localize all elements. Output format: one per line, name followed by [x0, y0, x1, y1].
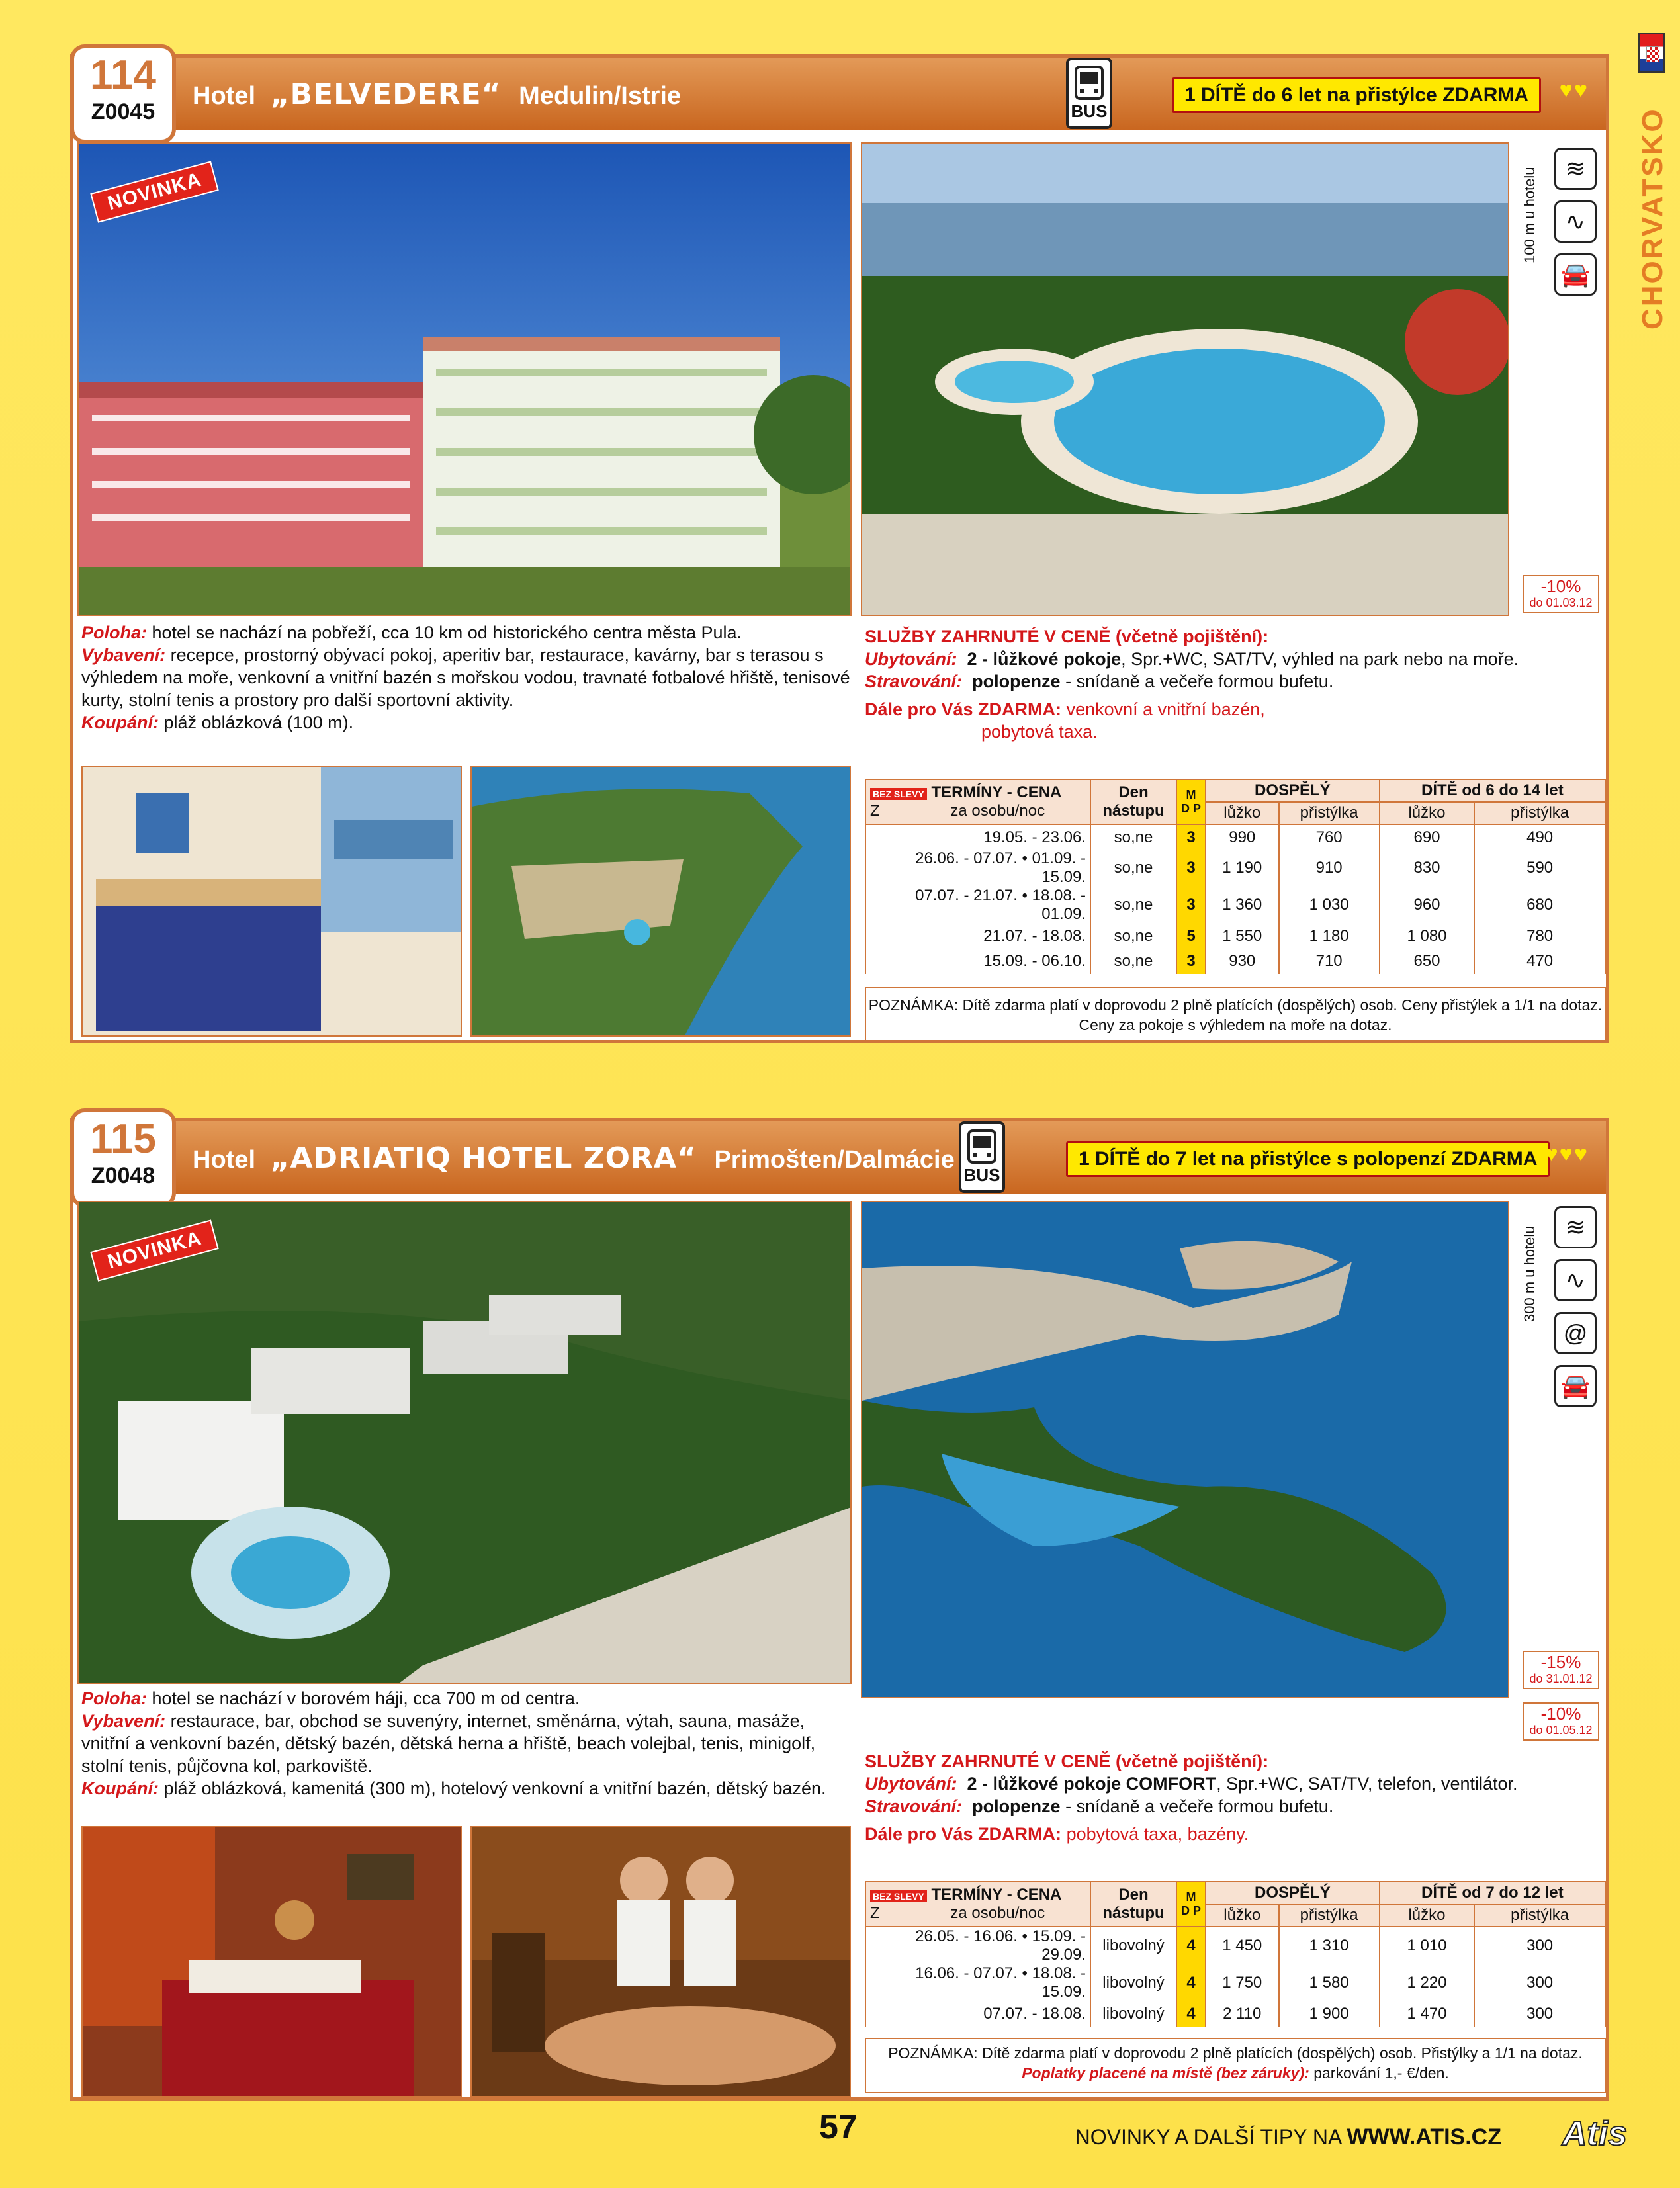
day-label: Den — [1118, 783, 1149, 801]
adult-extra-header: přistýlka — [1279, 1904, 1380, 1927]
table-row — [865, 1927, 1605, 1964]
child-bed-header: lůžko — [1380, 1904, 1475, 1927]
adult-extra-header: přistýlka — [1279, 802, 1380, 824]
desc-value: hotel se nachází na pobřeží, cca 10 km od historického centra města Pula. — [152, 623, 742, 642]
price-rows — [865, 1927, 1605, 2027]
services-heading: SLUŽBY ZAHRNUTÉ V CENĚ (včetně pojištění): — [865, 1751, 1269, 1771]
day-cell: libovolný — [1090, 2001, 1176, 2027]
day-cell: so,ne — [1090, 949, 1176, 974]
child-bed-cell: 1 010 — [1380, 1927, 1475, 1964]
hotel-offer-card — [70, 1118, 1609, 2101]
child-bed-cell: 960 — [1380, 887, 1475, 924]
lodging-key: Ubytování: — [865, 649, 957, 669]
transport-label: BUS — [1071, 101, 1108, 121]
free-key: Dále pro Vás ZDARMA: — [865, 699, 1062, 719]
day-cell: so,ne — [1090, 924, 1176, 949]
price-table — [865, 779, 1606, 974]
note-line-1: POZNÁMKA: Dítě zdarma platí v doprovodu 2 plně platících (dospělých) osob. Přistýlky a 1/1 na dotaz. — [888, 2044, 1583, 2062]
adult-bed-cell: 2 110 — [1206, 2001, 1279, 2027]
country-tab — [1635, 33, 1668, 337]
note-line-1: POZNÁMKA: Dítě zdarma platí v doprovodu 2 plně platících (dospělých) osob. Ceny přistýlek a 1/1 na dotaz. — [868, 996, 1603, 1014]
page-footer — [0, 2107, 1680, 2167]
free-value-2: pobytová taxa. — [981, 722, 1098, 742]
pool-icon: ≋ — [1554, 148, 1597, 190]
term-cell: 16.06. - 07.07. • 18.08. - 15.09. — [865, 1964, 1090, 2001]
desc-facilities — [81, 644, 856, 711]
desc-key: Koupání: — [81, 713, 159, 732]
child-bed-cell: 1 470 — [1380, 2001, 1475, 2027]
adult-bed-header: lůžko — [1206, 802, 1279, 824]
day-header — [1090, 1882, 1176, 1927]
hotel-prefix: Hotel — [193, 82, 255, 110]
beach-distance: 100 m u hotelu — [1521, 167, 1538, 263]
discount-date: do 01.03.12 — [1529, 596, 1593, 609]
beach-distance: 300 m u hotelu — [1521, 1225, 1538, 1322]
term-cell: 21.07. - 18.08. — [865, 924, 1090, 949]
child-free-offer: 1 DÍTĚ do 7 let na přistýlce s polopenzí ZDARMA — [1066, 1141, 1550, 1177]
adult-bed-cell: 1 750 — [1206, 1964, 1279, 2001]
price-note — [865, 987, 1606, 1041]
food-detail: - snídaně a večeře formou bufetu. — [1060, 672, 1334, 691]
hotel-name: „BELVEDERE“ — [270, 77, 502, 111]
spa-massage-photo — [470, 1826, 851, 2097]
car-icon: 🚘 — [1554, 253, 1597, 296]
price-note — [865, 2038, 1606, 2093]
table-row — [865, 887, 1605, 924]
room-photo — [81, 1826, 462, 2097]
mdp-cell: 4 — [1176, 1927, 1206, 1964]
child-extra-cell: 470 — [1474, 949, 1605, 974]
hotel-title — [193, 1141, 955, 1175]
internet-icon: @ — [1554, 1312, 1597, 1354]
child-extra-cell: 300 — [1474, 2001, 1605, 2027]
adult-extra-cell: 760 — [1279, 824, 1380, 850]
hotel-prefix: Hotel — [193, 1146, 255, 1174]
child-extra-header: přistýlka — [1474, 1904, 1605, 1927]
hotel-description — [81, 621, 856, 734]
desc-key: Poloha: — [81, 623, 147, 642]
coastline-aerial-photo — [861, 1201, 1509, 1698]
footer-text: NOVINKY A DALŠÍ TIPY NA — [1075, 2125, 1341, 2149]
hotel-offer-card — [70, 54, 1609, 1043]
day-sublabel: nástupu — [1102, 1904, 1165, 1922]
offer-header — [73, 1121, 1606, 1194]
table-header-row — [865, 779, 1605, 802]
transport-label: BUS — [963, 1165, 1000, 1185]
mdp-cell: 3 — [1176, 850, 1206, 887]
desc-value: recepce, prostorný obývací pokoj, aperitiv bar, restaurace, kavárny, bar s terasou s výhledem na moře, venkovní a vnitřní bazén s mořskou vodou, travnaté fotbalové hřiště, tenisové kurty, stolní tenis a prostory pro další sportovní aktivity. — [81, 645, 850, 710]
child-bed-cell: 650 — [1380, 949, 1475, 974]
adult-bed-cell: 930 — [1206, 949, 1279, 974]
term-cell: 07.07. - 21.07. • 18.08. - 01.09. — [865, 887, 1090, 924]
discount-badge — [1523, 1651, 1599, 1689]
adult-header: DOSPĚLÝ — [1206, 1882, 1380, 1904]
mdp-cell: 5 — [1176, 924, 1206, 949]
mdp-cell: 4 — [1176, 2001, 1206, 2027]
child-extra-header: přistýlka — [1474, 802, 1605, 824]
term-cell: 19.05. - 23.06. — [865, 824, 1090, 850]
adult-bed-cell: 1 550 — [1206, 924, 1279, 949]
hotel-aerial-photo — [77, 1201, 852, 1684]
aerial-resort-photo — [470, 766, 851, 1037]
fees-value: parkování 1,- €/den. — [1313, 2064, 1449, 2081]
term-cell: 07.07. - 18.08. — [865, 2001, 1090, 2027]
included-services — [865, 625, 1606, 743]
day-label: Den — [1118, 1886, 1149, 1904]
term-cell: 26.05. - 16.06. • 15.09. - 29.09. — [865, 1927, 1090, 1964]
adult-extra-cell: 1 180 — [1279, 924, 1380, 949]
no-discount-badge: BEZ SLEVY — [870, 1890, 927, 1902]
desc-value: hotel se nachází v borovém háji, cca 700 m od centra. — [152, 1688, 580, 1708]
discount-badge — [1523, 575, 1599, 613]
desc-value: pláž oblázková (100 m). — [163, 713, 354, 732]
child-bed-cell: 1 220 — [1380, 1964, 1475, 2001]
child-extra-cell: 490 — [1474, 824, 1605, 850]
free-value: pobytová taxa, bazény. — [1066, 1824, 1249, 1844]
desc-location — [81, 1687, 856, 1710]
term-cell: 26.06. - 07.07. • 01.09. - 15.09. — [865, 850, 1090, 887]
beach-icon: ∿ — [1554, 200, 1597, 243]
discount-percent: -10% — [1540, 576, 1581, 596]
hotel-location: Primošten/Dalmácie — [714, 1146, 955, 1174]
day-cell: so,ne — [1090, 887, 1176, 924]
services-free — [865, 698, 1606, 721]
discount-percent: -15% — [1540, 1652, 1581, 1672]
day-cell: so,ne — [1090, 850, 1176, 887]
lodging-room: 2 - lůžkové pokoje COMFORT — [967, 1774, 1217, 1794]
day-cell: libovolný — [1090, 1927, 1176, 1964]
services-lodging — [865, 648, 1606, 670]
day-cell: so,ne — [1090, 824, 1176, 850]
amenity-icons — [1521, 1201, 1601, 1452]
footer-promo — [1075, 2124, 1501, 2150]
child-bed-header: lůžko — [1380, 802, 1475, 824]
terms-sublabel: za osobu/noc — [950, 1904, 1045, 1922]
food-key: Stravování: — [865, 1796, 963, 1816]
mdp-header: M D P — [1176, 779, 1206, 824]
table-header-row — [865, 1882, 1605, 1904]
offer-header — [73, 58, 1606, 130]
term-cell: 15.09. - 06.10. — [865, 949, 1090, 974]
desc-beach — [81, 711, 856, 734]
table-row — [865, 949, 1605, 974]
croatia-flag-icon — [1638, 33, 1665, 73]
mdp-cell: 4 — [1176, 1964, 1206, 2001]
table-row — [865, 850, 1605, 887]
adult-bed-header: lůžko — [1206, 1904, 1279, 1927]
adult-extra-cell: 1 900 — [1279, 2001, 1380, 2027]
day-header — [1090, 779, 1176, 824]
desc-value: pláž oblázková, kamenitá (300 m), hotelový venkovní a vnitřní bazén, dětský bazén. — [163, 1778, 826, 1798]
amenity-icons — [1521, 142, 1601, 361]
rating-hearts: ♥♥♥ — [1544, 1141, 1589, 1166]
food-type: polopenze — [972, 672, 1061, 691]
desc-location — [81, 621, 856, 644]
desc-facilities — [81, 1710, 856, 1777]
services-lodging — [865, 1772, 1606, 1795]
room-photo — [81, 766, 462, 1037]
pool-photo — [861, 142, 1509, 616]
hotel-location: Medulin/Istrie — [519, 82, 682, 110]
table-row — [865, 824, 1605, 850]
child-extra-cell: 300 — [1474, 1927, 1605, 1964]
adult-extra-cell: 1 030 — [1279, 887, 1380, 924]
adult-bed-cell: 1 450 — [1206, 1927, 1279, 1964]
services-food — [865, 1795, 1606, 1817]
bus-icon — [1075, 66, 1104, 100]
adult-extra-cell: 1 310 — [1279, 1927, 1380, 1964]
atis-logo: Atis — [1562, 2115, 1627, 2153]
z-label: Z — [870, 1904, 880, 1922]
desc-beach — [81, 1777, 856, 1800]
desc-key: Vybavení: — [81, 645, 166, 665]
desc-key: Poloha: — [81, 1688, 147, 1708]
terms-label: TERMÍNY - CENA — [931, 1886, 1062, 1904]
adult-extra-cell: 910 — [1279, 850, 1380, 887]
footer-url-link[interactable]: WWW.ATIS.CZ — [1347, 2124, 1501, 2150]
included-services — [865, 1750, 1606, 1845]
food-type: polopenze — [972, 1796, 1061, 1816]
mdp-cell: 3 — [1176, 887, 1206, 924]
discount-date: do 01.05.12 — [1529, 1724, 1593, 1737]
terms-header — [865, 1882, 1090, 1927]
offer-code: Z0048 — [91, 1163, 155, 1188]
offer-number: 115 — [89, 1116, 157, 1162]
free-value: venkovní a vnitřní bazén, — [1066, 699, 1265, 719]
hotel-title — [193, 77, 681, 111]
fees-key: Poplatky placené na místě (bez záruky): — [1022, 2064, 1309, 2081]
table-row — [865, 2001, 1605, 2027]
adult-bed-cell: 1 360 — [1206, 887, 1279, 924]
adult-extra-cell: 1 580 — [1279, 1964, 1380, 2001]
mdp-header: M D P — [1176, 1882, 1206, 1927]
discount-percent: -10% — [1540, 1704, 1581, 1724]
free-key: Dále pro Vás ZDARMA: — [865, 1824, 1062, 1844]
lodging-detail: , Spr.+WC, SAT/TV, výhled na park nebo na moře. — [1121, 649, 1519, 669]
price-table — [865, 1881, 1606, 2027]
new-badge: NOVINKA — [90, 161, 219, 222]
lodging-room: 2 - lůžkové pokoje — [967, 649, 1122, 669]
day-sublabel: nástupu — [1102, 802, 1165, 820]
terms-sublabel: za osobu/noc — [950, 802, 1045, 820]
desc-key: Vybavení: — [81, 1711, 166, 1731]
services-free — [865, 1823, 1606, 1845]
adult-bed-cell: 990 — [1206, 824, 1279, 850]
pool-icon: ≋ — [1554, 1206, 1597, 1248]
beach-icon: ∿ — [1554, 1259, 1597, 1301]
car-icon: 🚘 — [1554, 1365, 1597, 1407]
bus-icon — [967, 1129, 996, 1164]
terms-header — [865, 779, 1090, 824]
day-cell: libovolný — [1090, 1964, 1176, 2001]
price-rows — [865, 824, 1605, 974]
offer-code: Z0045 — [91, 99, 155, 124]
adult-extra-cell: 710 — [1279, 949, 1380, 974]
child-extra-cell: 590 — [1474, 850, 1605, 887]
mdp-cell: 3 — [1176, 824, 1206, 850]
hotel-description — [81, 1687, 856, 1800]
offer-number-badge — [70, 1108, 176, 1207]
adult-bed-cell: 1 190 — [1206, 850, 1279, 887]
page-number: 57 — [819, 2108, 858, 2146]
new-badge: NOVINKA — [90, 1219, 219, 1281]
no-discount-badge: BEZ SLEVY — [870, 788, 927, 800]
terms-label: TERMÍNY - CENA — [931, 783, 1062, 801]
transport-bus — [1066, 58, 1112, 129]
mdp-cell: 3 — [1176, 949, 1206, 974]
discount-badge — [1523, 1702, 1599, 1741]
hotel-building-photo — [77, 142, 852, 616]
food-key: Stravování: — [865, 672, 963, 691]
child-free-offer: 1 DÍTĚ do 6 let na přistýlce ZDARMA — [1172, 77, 1541, 113]
lodging-detail: , Spr.+WC, SAT/TV, telefon, ventilátor. — [1216, 1774, 1518, 1794]
table-row — [865, 1964, 1605, 2001]
child-extra-cell: 300 — [1474, 1964, 1605, 2001]
rating-hearts: ♥♥ — [1559, 77, 1589, 103]
country-label: CHORVATSKO — [1636, 107, 1669, 329]
child-extra-cell: 780 — [1474, 924, 1605, 949]
services-heading: SLUŽBY ZAHRNUTÉ V CENĚ (včetně pojištění): — [865, 627, 1269, 646]
adult-header: DOSPĚLÝ — [1206, 779, 1380, 802]
table-row — [865, 924, 1605, 949]
transport-bus — [959, 1121, 1005, 1193]
hotel-name: „ADRIATIQ HOTEL ZORA“ — [270, 1141, 697, 1175]
offer-number-badge — [70, 44, 176, 144]
note-line-2: Ceny za pokoje s výhledem na moře na dotaz. — [1079, 1016, 1392, 1033]
lodging-key: Ubytování: — [865, 1774, 957, 1794]
desc-key: Koupání: — [81, 1778, 159, 1798]
child-bed-cell: 690 — [1380, 824, 1475, 850]
desc-value: restaurace, bar, obchod se suvenýry, internet, směnárna, výtah, sauna, masáže, vnitřní a venkovní bazén, dětský bazén, dětská herna a hřiště, beach volejbal, tenis, minigolf, stolní tenis, půjčovna kol, parkoviště. — [81, 1711, 816, 1776]
child-header: DÍTĚ od 6 do 14 let — [1380, 779, 1605, 802]
child-header: DÍTĚ od 7 do 12 let — [1380, 1882, 1605, 1904]
child-bed-cell: 1 080 — [1380, 924, 1475, 949]
z-label: Z — [870, 802, 880, 820]
local-fees — [866, 2063, 1605, 2083]
offer-number: 114 — [89, 52, 157, 98]
discount-date: do 31.01.12 — [1529, 1672, 1593, 1685]
services-food — [865, 670, 1606, 693]
child-bed-cell: 830 — [1380, 850, 1475, 887]
child-extra-cell: 680 — [1474, 887, 1605, 924]
food-detail: - snídaně a večeře formou bufetu. — [1060, 1796, 1334, 1816]
